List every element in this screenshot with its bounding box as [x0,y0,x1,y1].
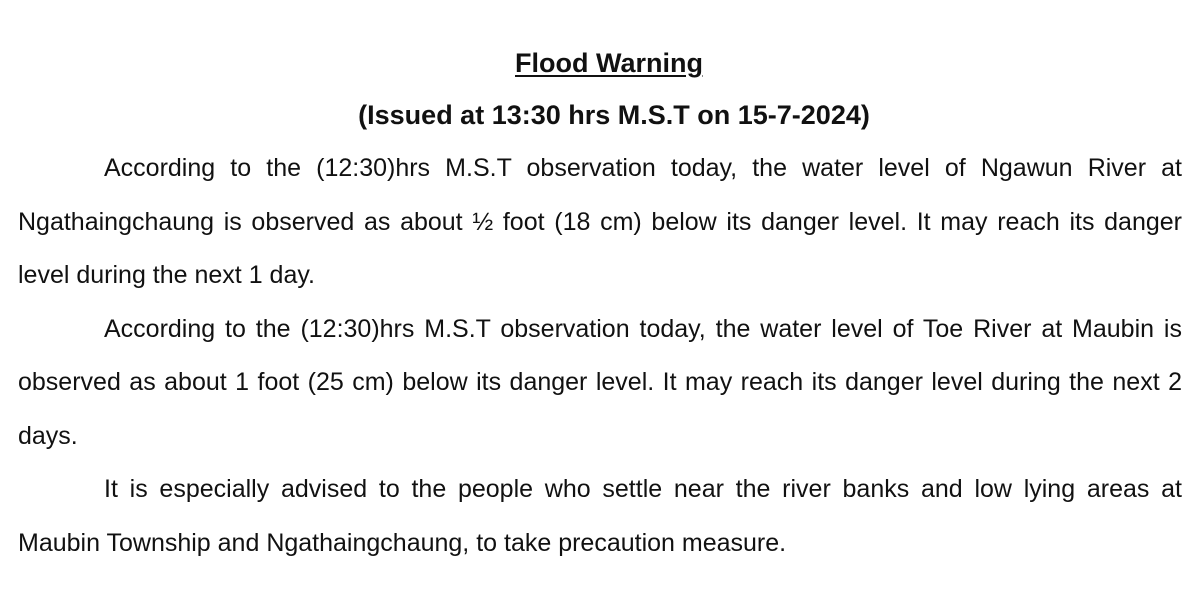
paragraph-ngawun-river: According to the (12:30)hrs M.S.T observation today, the water level of Ngawun River at Ngathaingchaung is observed as about ½ foot (18 cm) below its danger level. It may reach its danger level during the next 1 day. [18,154,1182,289]
issued-timestamp: (Issued at 13:30 hrs M.S.T on 15-7-2024) [358,100,870,130]
paragraph-toe-river: According to the (12:30)hrs M.S.T observation today, the water level of Toe River at Maubin is observed as about 1 foot (25 cm) below its danger level. It may reach its danger level during the next 2 days. [18,314,1182,450]
flood-warning-document [18,38,1182,570]
paragraph-advisory: It is especially advised to the people who settle near the river banks and low lying areas at Maubin Township and Ngathaingchaung, to take precaution measure. [18,475,1182,557]
document-title: Flood Warning [515,48,703,78]
